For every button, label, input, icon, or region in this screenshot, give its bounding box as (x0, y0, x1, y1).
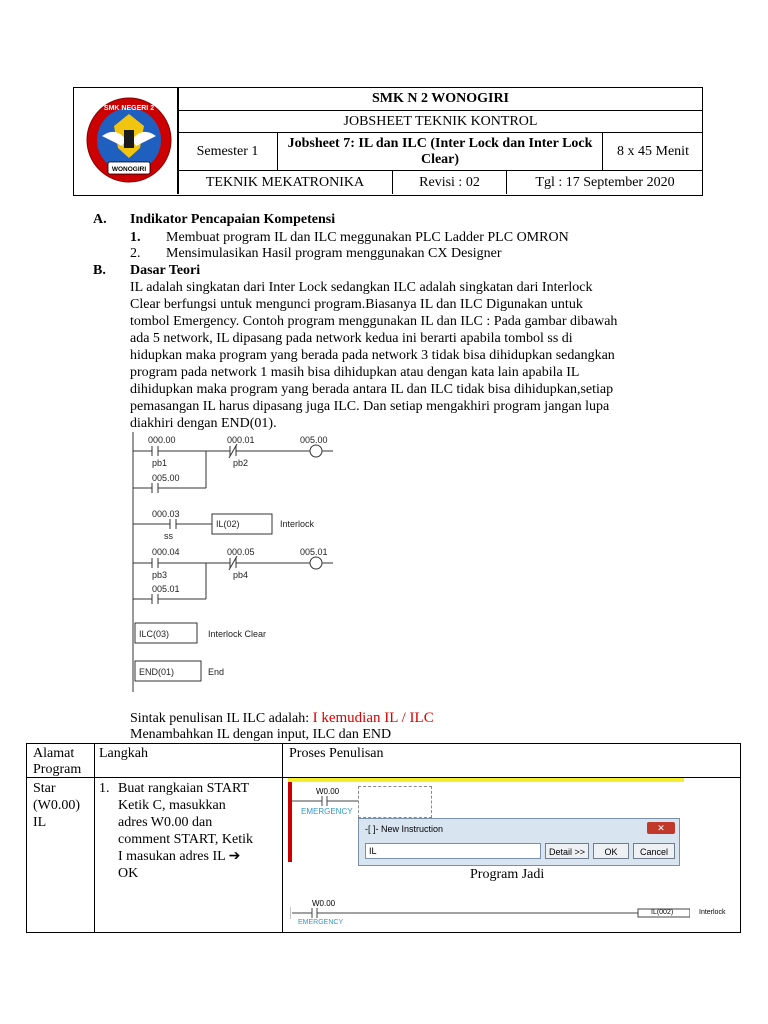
ladder-n2-name: ss (164, 531, 173, 541)
section-a-item-2-num: 2. (130, 246, 141, 261)
section-a-letter: A. (93, 212, 107, 227)
syntax-part-1: I kemudian (312, 710, 385, 726)
section-a-item-1-num: 1. (130, 230, 141, 245)
detail-button[interactable]: Detail >> (545, 843, 589, 859)
screen-cursor (358, 786, 432, 818)
ladder-n4-box: ILC(03) (139, 629, 170, 639)
ladder-n3-c1-name: pb3 (152, 570, 168, 580)
new-instruction-dialog (358, 818, 680, 866)
ladder-n1-c2-addr: 000.01 (227, 435, 255, 445)
ladder-n3-c1-addr: 000.04 (152, 547, 180, 557)
instruction-input[interactable]: IL (365, 843, 541, 859)
ladder-n3-c2-name: pb4 (233, 570, 249, 580)
ok-button[interactable]: OK (593, 843, 629, 859)
section-b-line-1: IL adalah singkatan dari Inter Lock sedangkan ILC adalah singkatan dari Interlock (130, 280, 593, 295)
syntax-line (130, 710, 434, 727)
section-b-line-8: pemasangan IL harus dipasang juga ILC. Dan setiap mengakhiri program jangan lupa (130, 399, 610, 414)
section-a-item-1: Membuat program IL dan ILC meggunakan PLC Ladder PLC OMRON (166, 230, 569, 245)
syntax-part-2: IL / ILC (384, 710, 434, 726)
header-process: Proses Penulisan (289, 746, 384, 761)
ladder-n1-c1-addr: 000.00 (148, 435, 176, 445)
logo-top-text: SMK NEGERI 2 (103, 105, 155, 112)
logo-bottom-text: WONOGIRI (111, 166, 147, 173)
section-b-letter: B. (93, 263, 106, 278)
result-comment: EMERGENCY (298, 919, 344, 926)
row-address-1: Star (33, 781, 56, 796)
date: Tgl : 17 September 2020 (535, 174, 675, 190)
step-line-3: adres W0.00 dan (118, 815, 213, 830)
jobsheet-title: JOBSHEET TEKNIK KONTROL (343, 113, 538, 129)
row-address-2: (W0.00) (33, 798, 81, 813)
school-name: SMK N 2 WONOGIRI (371, 91, 510, 106)
result-box-label: Interlock (699, 909, 726, 916)
screen-top-bar (288, 778, 684, 782)
section-b-line-5: hidupkan maka program yang berada pada network 3 tidak bisa dihidupkan sedangkan (130, 348, 615, 363)
section-b-line-4: ada 5 network, IL dipasang pada network kedua ini berarti apabila tombol ss di (130, 331, 573, 346)
result-rung (290, 907, 690, 919)
ladder-n3-coil: 005.01 (300, 547, 328, 557)
section-b-line-3: tombol Emergency. Contoh program menggunakan IL dan ILC : Pada gambar dibawah (130, 314, 618, 329)
section-b-line-9: diakhiri dengan END(01). (130, 416, 277, 431)
ladder-n2-addr: 000.03 (152, 509, 180, 519)
result-caption: Program Jadi (470, 867, 545, 882)
school-logo (82, 96, 176, 190)
ladder-n1-coil: 005.00 (300, 435, 328, 445)
syntax-prefix: Sintak penulisan IL ILC adalah: (130, 711, 313, 726)
screen-comment: EMERGENCY (301, 807, 353, 816)
ladder-diagram (130, 432, 350, 692)
ladder-n3-hold-addr: 005.01 (152, 584, 180, 594)
arrow-icon: ➔ (228, 849, 241, 864)
close-icon[interactable]: ✕ (647, 822, 675, 834)
ladder-n1-c2-name: pb2 (233, 458, 249, 468)
header-address-1: Alamat (33, 746, 75, 761)
ladder-n1-c1-name: pb1 (152, 458, 168, 468)
section-b-line-7: dihidupkan maka program yang berada antara IL dan ILC tidak bisa dihidupkan,setiap (130, 382, 614, 397)
step-line-6: OK (118, 866, 139, 881)
ladder-n2-label: Interlock (280, 519, 315, 529)
ladder-n5-box: END(01) (139, 667, 175, 677)
header-address-2: Program (33, 762, 82, 777)
cancel-button[interactable]: Cancel (633, 843, 675, 859)
screen-left-bar (288, 782, 292, 862)
semester: Semester 1 (196, 143, 259, 159)
ladder-n3-c2-addr: 000.05 (227, 547, 255, 557)
ladder-n2-box: IL(02) (216, 519, 240, 529)
dialog-title: -[ ]- New Instruction (365, 824, 444, 834)
row-address-3: IL (33, 815, 47, 830)
result-contact-addr: W0.00 (312, 899, 336, 908)
section-b-line-6: program pada network 1 masih bisa dihidupkan atau dengan kata lain apabila IL (130, 365, 580, 380)
screen-contact-addr: W0.00 (316, 787, 340, 796)
step-line-5 (118, 849, 276, 865)
screen-contact (292, 796, 362, 806)
section-b-title: Dasar Teori (130, 263, 201, 278)
ladder-n4-label: Interlock Clear (208, 629, 267, 639)
step-line-2: Ketik C, masukkan (118, 798, 226, 813)
result-box: IL(002) (651, 909, 674, 916)
ladder-n5-label: End (208, 667, 225, 677)
step-line-4: comment START, Ketik (118, 832, 254, 847)
department: TEKNIK MEKATRONIKA (205, 174, 365, 190)
section-a-item-2: Mensimulasikan Hasil program menggunakan CX Designer (166, 246, 502, 261)
step-number: 1. (99, 781, 110, 796)
header-table (73, 87, 703, 196)
section-a-title: Indikator Pencapaian Kompetensi (130, 212, 336, 227)
jobsheet-name: Jobsheet 7: IL dan ILC (Inter Lock dan Inter Lock Clear) (287, 135, 593, 167)
step-line-5-text: I masukan adres IL (118, 849, 226, 864)
header-step: Langkah (99, 746, 148, 761)
step-line-1: Buat rangkaian START (118, 781, 250, 796)
duration: 8 x 45 Menit (617, 143, 689, 159)
syntax-line-2: Menambahkan IL dengan input, ILC dan END (130, 727, 392, 742)
ladder-n1-hold-addr: 005.00 (152, 473, 180, 483)
section-b-line-2: Clear berfungsi untuk mengunci program.Biasanya IL dan ILC Digunakan untuk (130, 297, 583, 312)
revision: Revisi : 02 (419, 174, 480, 190)
